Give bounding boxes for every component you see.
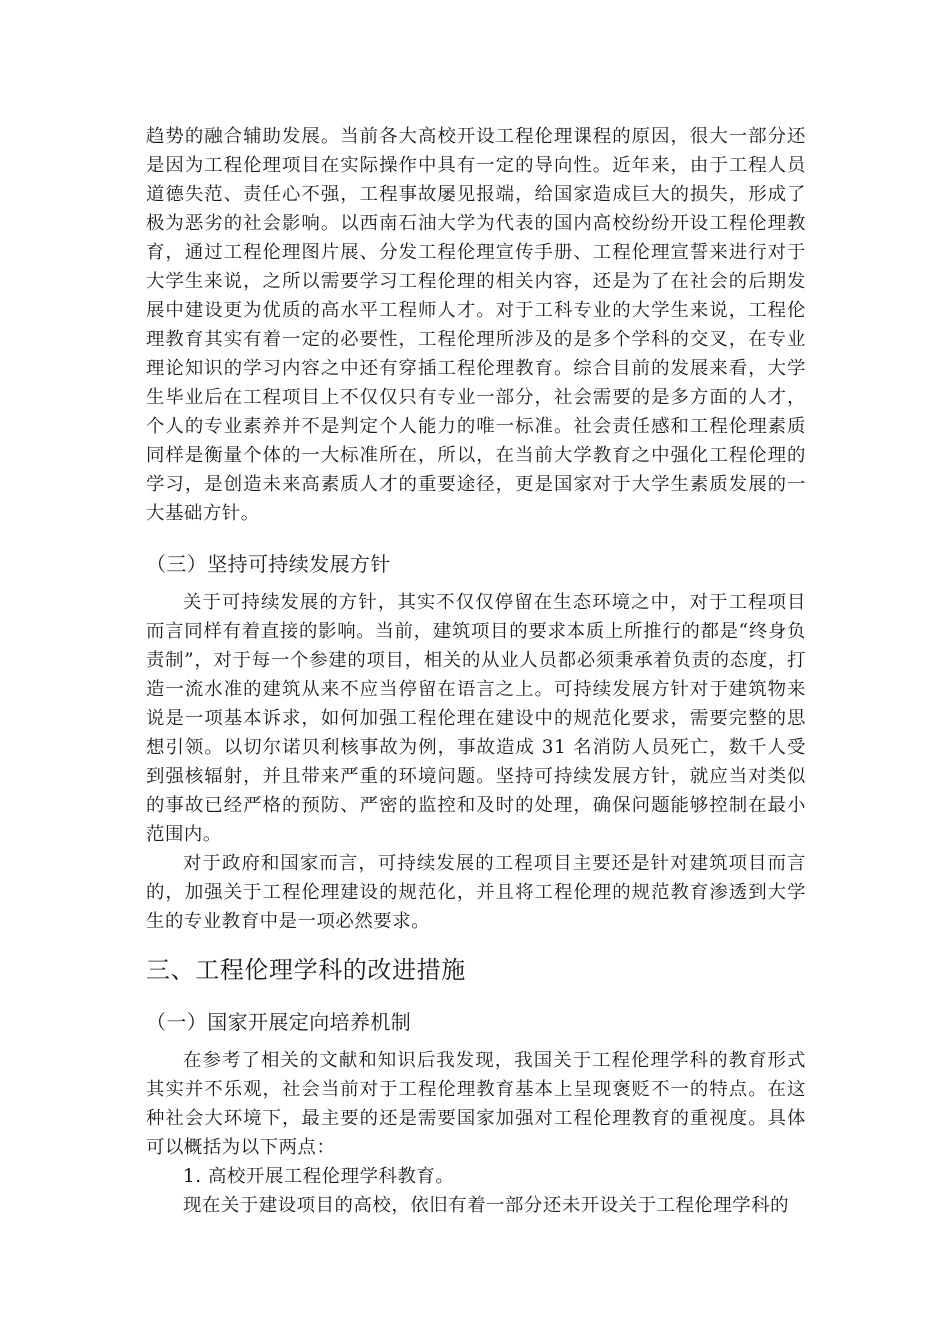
body-paragraph: 趋势的融合辅助发展。当前各大高校开设工程伦理课程的原因，很大一部分还是因为工程伦理项目在实际操作中具有一定的导向性。近年来，由于工程人员道德失范、责任心不强，工程事故屡见报端，给国家造成巨大的损失，形成了极为恶劣的社会影响。以西南石油大学为代表的国内高校纷纷开设工程伦理教育，通过工程伦理图片展、分发工程伦理宣传手册、工程伦理宣誓来进行对于大学生来说，之所以需要学习工程伦理的相关内容，还是为了在社会的后期发展中建设更为优质的高水平工程师人才。对于工科专业的大学生来说，工程伦理教育其实有着一定的必要性，工程伦理所涉及的是多个学科的交叉，在专业理论知识的学习内容之中还有穿插工程伦理教育。综合目前的发展来看，大学生毕业后在工程项目上不仅仅只有专业一部分，社会需要的是多方面的人才，个人的专业素养并不是判定个人能力的唯一标准。社会责任感和工程伦理素质同样是衡量个体的一大标准所在，所以，在当前大学教育之中强化工程伦理的学习，是创造未来高素质人才的重要途径，更是国家对于大学生素质发展的一大基础方针。	[146, 126, 806, 524]
section-heading: 三、工程伦理学科的改进措施	[146, 956, 466, 984]
list-item: 1. 高校开展工程伦理学科教育。	[183, 1166, 455, 1187]
document-page	[146, 122, 806, 1220]
body-paragraph: 现在关于建设项目的高校，依旧有着一部分还未开设关于工程伦理学科的	[183, 1195, 790, 1216]
body-paragraph: 对于政府和国家而言，可持续发展的工程项目主要还是针对建筑项目而言的，加强关于工程伦理建设的规范化，并且将工程伦理的规范教育渗透到大学生的专业教育中是一项必然要求。	[146, 853, 806, 932]
subsection-heading: （三）坚持可持续发展方针	[146, 552, 391, 576]
body-paragraph: 在参考了相关的文献和知识后我发现，我国关于工程伦理学科的教育形式其实并不乐观，社会当前对于工程伦理教育基本上呈现褒贬不一的特点。在这种社会大环境下，最主要的还是需要国家加强对工程伦理教育的重视度。具体可以概括为以下两点：	[146, 1050, 806, 1158]
body-paragraph: 关于可持续发展的方针，其实不仅仅停留在生态环境之中，对于工程项目而言同样有着直接的影响。当前，建筑项目的要求本质上所推行的都是“终身负责制”，对于每一个参建的项目，相关的从业人员都必须秉承着负责的态度，打造一流水准的建筑从来不应当停留在语言之上。可持续发展方针对于建筑物来说是一项基本诉求，如何加强工程伦理在建设中的规范化要求，需要完整的思想引领。以切尔诺贝利核事故为例，事故造成 31 名消防人员死亡，数千人受到强核辐射，并且带来严重的环境问题。坚持可持续发展方针，就应当对类似的事故已经严格的预防、严密的监控和及时的处理，确保问题能够控制在最小范围内。	[146, 592, 806, 845]
subsection-heading: （一）国家开展定向培养机制	[146, 1010, 412, 1034]
